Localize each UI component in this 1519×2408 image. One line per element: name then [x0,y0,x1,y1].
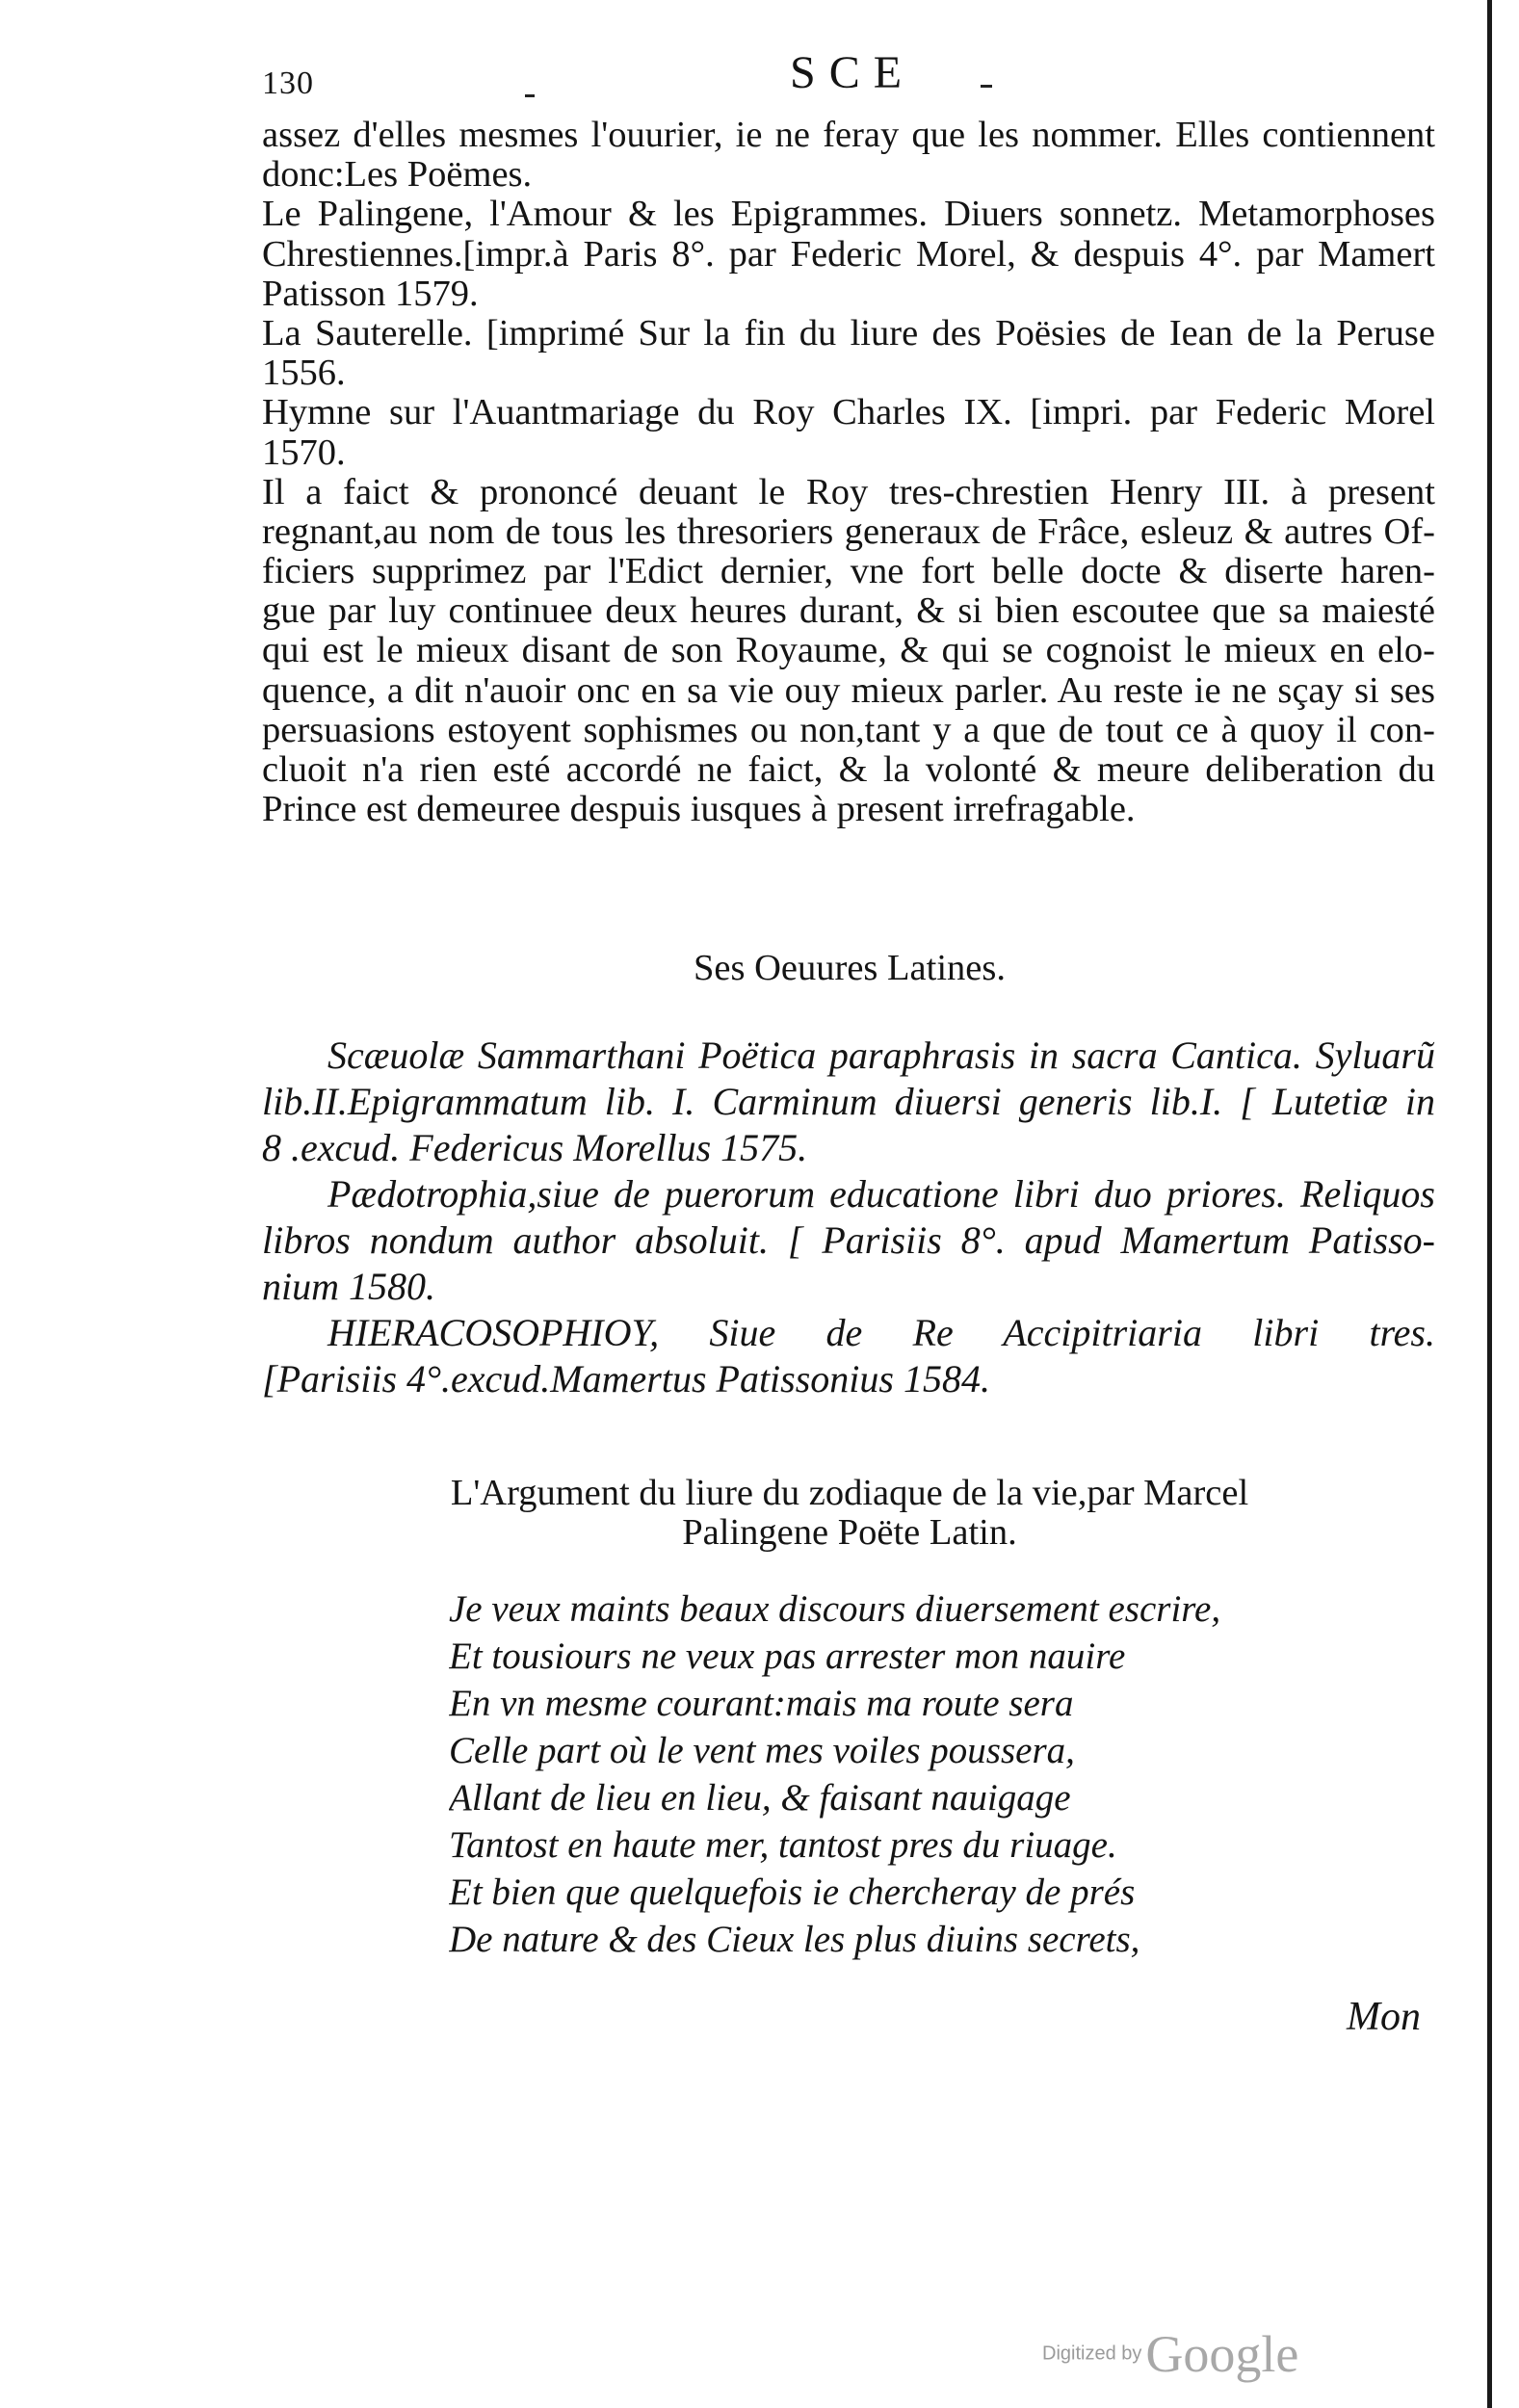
verse-block [449,1585,1412,1963]
text-line: qui est le mieux disant de son Royaume, & qui se cognoist le mieux en elo- [262,631,1435,671]
digitized-by-label: Digitized by [1042,2343,1142,2365]
text-line: persuasions estoyent sophismes ou non,tant y a que de tout ce à quoy il con- [262,710,1435,750]
verse-line: Et bien que quelquefois ie chercheray de prés [449,1871,1136,1913]
running-title: SCE [790,47,916,98]
text-line: cluoit n'a rien esté accordé ne faict, & la volonté & meure deliberation du [262,750,1435,790]
verse-line: Celle part où le vent mes voiles poussera, [449,1730,1075,1771]
latin-entry-line: 8 .excud. Federicus Morellus 1575. [262,1126,808,1169]
text-line: ficiers supprimez par l'Edict dernier, vne fort belle docte & diserte haren- [262,552,1435,592]
header-dash [981,85,992,88]
verse-line: Tantost en haute mer, tantost pres du riuage. [449,1824,1117,1866]
digitization-credit [1042,2324,1298,2384]
text-line: 1570. [262,432,346,473]
latin-entry-line: HIERACOSOPHIOY, Siue de Re Accipitriaria libri tres. [327,1311,1435,1354]
latin-entry-line: libros nondum author absoluit. [ Parisiis 8°. apud Mamertum Patisso- [262,1218,1435,1262]
catchword: Mon [1347,1995,1421,2039]
latin-entry-line: nium 1580. [262,1265,435,1308]
text-line: assez d'elles mesmes l'ouurier, ie ne feray que les nommer. Elles contiennent [262,116,1435,155]
text-line: quence, a dit n'auoir onc en sa vie ouy mieux parler. Au reste ie ne sçay si ses [262,670,1435,711]
verse-line: Je veux maints beaux discours diuersement escrire, [449,1588,1221,1630]
text-line: Patisson 1579. [262,274,479,314]
verse-line: Et tousiours ne veux pas arrester mon nauire [449,1636,1126,1677]
latin-works-heading: Ses Oeuures Latines. [694,948,1006,988]
text-line: gue par luy continuee deux heures durant, & si bien escoutee que sa maiesté [262,591,1435,632]
text-line: 1556. [262,353,346,394]
verse-line: En vn mesme courant:mais ma route sera [449,1683,1074,1724]
latin-entry-line: lib.II.Epigrammatum lib. I. Carminum diuersi generis lib.I. [ Lutetiæ in [262,1080,1435,1123]
argument-heading-line: Palingene Poëte Latin. [682,1513,1017,1554]
text-line: Il a faict & prononcé deuant le Roy tres-chrestien Henry III. à present [262,472,1435,512]
text-line: Le Palingene, l'Amour & les Epigrammes. Diuers sonnetz. Metamorphoses [262,195,1435,235]
text-line: donc:Les Poëmes. [262,155,533,196]
text-line: Hymne sur l'Auantmariage du Roy Charles IX. [impri. par Federic Morel [262,393,1435,433]
verse-line: De nature & des Cieux les plus diuins secrets, [449,1919,1140,1960]
latin-entry-line: Pædotrophia,siue de puerorum educatione libri duo priores. Reliquos [327,1172,1435,1216]
page-number: 130 [262,65,314,101]
text-line: Prince est demeuree despuis iusques à present irrefragable. [262,790,1136,830]
google-logo: Google [1145,2325,1299,2383]
text-line: regnant,au nom de tous les thresoriers generaux de Frâce, esleuz & autres Of- [262,511,1435,552]
verse-line: Allant de lieu en lieu, & faisant nauigage [449,1777,1071,1819]
argument-heading [368,1474,1331,1553]
latin-entries [262,1033,1435,1402]
latin-entry-line: Scæuolæ Sammarthani Poëtica paraphrasis in sacra Cantica. Syluarũ [327,1034,1435,1077]
page-edge-rule [1487,0,1492,2408]
text-line: Chrestiennes.[impr.à Paris 8°. par Federic Morel, & despuis 4°. par Mamert [262,234,1435,275]
latin-entry-line: [Parisiis 4°.excud.Mamertus Patissonius 1584. [262,1357,990,1400]
french-paragraphs [262,116,1435,829]
header-dash [525,94,535,97]
text-line: La Sauterelle. [imprimé Sur la fin du liure des Poësies de Iean de la Peruse [262,313,1435,353]
argument-heading-line: L'Argument du liure du zodiaque de la vie,par Marcel [450,1474,1249,1513]
